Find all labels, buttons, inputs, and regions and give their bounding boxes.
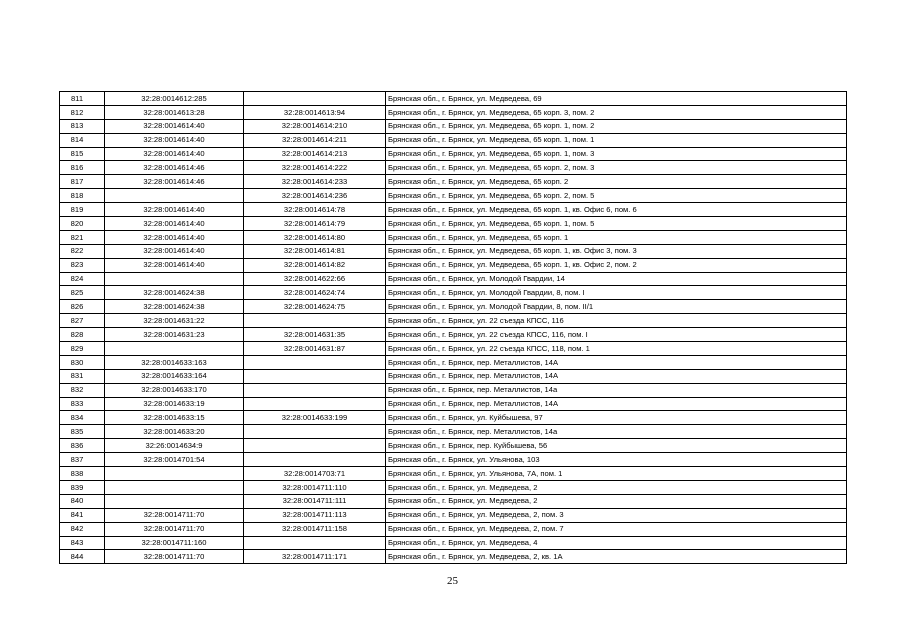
object-number-cell: 32:28:0014624:75 bbox=[244, 300, 386, 314]
address-cell: Брянская обл., г. Брянск, ул. Медведева, 65 корп. 1, пом. 2 bbox=[386, 119, 847, 133]
address-cell: Брянская обл., г. Брянск, ул. Медведева, 2 bbox=[386, 494, 847, 508]
object-number-cell bbox=[244, 383, 386, 397]
table-row bbox=[60, 355, 847, 369]
address-cell: Брянская обл., г. Брянск, ул. Медведева, 65 корп. 2 bbox=[386, 175, 847, 189]
object-number-cell: 32:28:0014711:110 bbox=[244, 480, 386, 494]
cadastral-number-cell: 32:28:0014631:23 bbox=[105, 328, 244, 342]
table-row bbox=[60, 161, 847, 175]
row-number-cell: 843 bbox=[60, 536, 105, 550]
address-cell: Брянская обл., г. Брянск, ул. 22 съезда КПСС, 116, пом. I bbox=[386, 328, 847, 342]
address-cell: Брянская обл., г. Брянск, пер. Металлистов, 14А bbox=[386, 355, 847, 369]
object-number-cell: 32:28:0014711:113 bbox=[244, 508, 386, 522]
table-row bbox=[60, 230, 847, 244]
table-row bbox=[60, 342, 847, 356]
table-row bbox=[60, 189, 847, 203]
object-number-cell bbox=[244, 355, 386, 369]
table-row bbox=[60, 203, 847, 217]
row-number-cell: 821 bbox=[60, 230, 105, 244]
table-row bbox=[60, 453, 847, 467]
object-number-cell: 32:28:0014711:171 bbox=[244, 550, 386, 564]
object-number-cell: 32:28:0014614:211 bbox=[244, 133, 386, 147]
cadastral-number-cell bbox=[105, 480, 244, 494]
cadastral-number-cell: 32:28:0014633:20 bbox=[105, 425, 244, 439]
row-number-cell: 829 bbox=[60, 342, 105, 356]
address-cell: Брянская обл., г. Брянск, ул. Медведева, 2, пом. 7 bbox=[386, 522, 847, 536]
object-number-cell bbox=[244, 369, 386, 383]
row-number-cell: 840 bbox=[60, 494, 105, 508]
row-number-cell: 813 bbox=[60, 119, 105, 133]
cadastral-number-cell bbox=[105, 272, 244, 286]
object-number-cell: 32:28:0014631:35 bbox=[244, 328, 386, 342]
table-row bbox=[60, 536, 847, 550]
table-row bbox=[60, 508, 847, 522]
object-number-cell: 32:28:0014614:79 bbox=[244, 217, 386, 231]
table-row bbox=[60, 467, 847, 481]
address-cell: Брянская обл., г. Брянск, ул. Молодой Гвардии, 8, пом. II/1 bbox=[386, 300, 847, 314]
object-number-cell: 32:28:0014614:80 bbox=[244, 230, 386, 244]
address-cell: Брянская обл., г. Брянск, ул. Медведева, 65 корп. 3, пом. 2 bbox=[386, 105, 847, 119]
cadastral-number-cell: 32:28:0014711:70 bbox=[105, 508, 244, 522]
table-row bbox=[60, 369, 847, 383]
object-number-cell bbox=[244, 536, 386, 550]
row-number-cell: 835 bbox=[60, 425, 105, 439]
address-cell: Брянская обл., г. Брянск, ул. Медведева, 2 bbox=[386, 480, 847, 494]
cadastral-number-cell: 32:28:0014624:38 bbox=[105, 286, 244, 300]
cadastral-number-cell: 32:28:0014612:285 bbox=[105, 92, 244, 106]
row-number-cell: 825 bbox=[60, 286, 105, 300]
row-number-cell: 838 bbox=[60, 467, 105, 481]
table-row bbox=[60, 328, 847, 342]
cadastral-number-cell: 32:28:0014631:22 bbox=[105, 314, 244, 328]
table-row bbox=[60, 119, 847, 133]
cadastral-number-cell bbox=[105, 494, 244, 508]
address-cell: Брянская обл., г. Брянск, ул. Ульянова, 7А, пом. 1 bbox=[386, 467, 847, 481]
address-cell: Брянская обл., г. Брянск, пер. Металлистов, 14а bbox=[386, 425, 847, 439]
table-row bbox=[60, 300, 847, 314]
row-number-cell: 834 bbox=[60, 411, 105, 425]
table-row bbox=[60, 522, 847, 536]
row-number-cell: 812 bbox=[60, 105, 105, 119]
object-number-cell: 32:28:0014614:233 bbox=[244, 175, 386, 189]
address-cell: Брянская обл., г. Брянск, ул. Медведева, 2, кв. 1А bbox=[386, 550, 847, 564]
table-row bbox=[60, 314, 847, 328]
address-cell: Брянская обл., г. Брянск, ул. Медведева, 4 bbox=[386, 536, 847, 550]
object-number-cell bbox=[244, 453, 386, 467]
object-number-cell: 32:28:0014711:111 bbox=[244, 494, 386, 508]
cadastral-number-cell: 32:28:0014613:28 bbox=[105, 105, 244, 119]
object-number-cell: 32:28:0014633:199 bbox=[244, 411, 386, 425]
object-number-cell bbox=[244, 425, 386, 439]
row-number-cell: 844 bbox=[60, 550, 105, 564]
object-number-cell: 32:28:0014614:236 bbox=[244, 189, 386, 203]
page-number: 25 bbox=[447, 575, 458, 587]
address-cell: Брянская обл., г. Брянск, ул. Медведева, 65 корп. 1, кв. Офис 3, пом. 3 bbox=[386, 244, 847, 258]
object-number-cell: 32:28:0014614:210 bbox=[244, 119, 386, 133]
address-cell: Брянская обл., г. Брянск, ул. 22 съезда КПСС, 116 bbox=[386, 314, 847, 328]
table-row bbox=[60, 411, 847, 425]
row-number-cell: 830 bbox=[60, 355, 105, 369]
cadastral-table bbox=[59, 91, 847, 564]
address-cell: Брянская обл., г. Брянск, пер. Металлистов, 14А bbox=[386, 397, 847, 411]
row-number-cell: 827 bbox=[60, 314, 105, 328]
row-number-cell: 811 bbox=[60, 92, 105, 106]
cadastral-number-cell: 32:26:0014634:9 bbox=[105, 439, 244, 453]
table-row bbox=[60, 494, 847, 508]
cadastral-number-cell bbox=[105, 342, 244, 356]
table-row bbox=[60, 425, 847, 439]
object-number-cell: 32:28:0014614:213 bbox=[244, 147, 386, 161]
address-cell: Брянская обл., г. Брянск, ул. Медведева, 69 bbox=[386, 92, 847, 106]
table-row bbox=[60, 480, 847, 494]
row-number-cell: 841 bbox=[60, 508, 105, 522]
address-cell: Брянская обл., г. Брянск, ул. Медведева, 65 корп. 2, пом. 3 bbox=[386, 161, 847, 175]
object-number-cell: 32:28:0014613:94 bbox=[244, 105, 386, 119]
row-number-cell: 831 bbox=[60, 369, 105, 383]
table-row bbox=[60, 272, 847, 286]
row-number-cell: 826 bbox=[60, 300, 105, 314]
row-number-cell: 842 bbox=[60, 522, 105, 536]
address-cell: Брянская обл., г. Брянск, ул. 22 съезда КПСС, 118, пом. 1 bbox=[386, 342, 847, 356]
cadastral-number-cell: 32:28:0014614:40 bbox=[105, 147, 244, 161]
cadastral-number-cell: 32:28:0014711:70 bbox=[105, 522, 244, 536]
object-number-cell: 32:28:0014614:222 bbox=[244, 161, 386, 175]
table-row bbox=[60, 550, 847, 564]
object-number-cell: 32:28:0014614:81 bbox=[244, 244, 386, 258]
address-cell: Брянская обл., г. Брянск, ул. Молодой Гвардии, 14 bbox=[386, 272, 847, 286]
cadastral-number-cell: 32:28:0014633:164 bbox=[105, 369, 244, 383]
cadastral-number-cell bbox=[105, 189, 244, 203]
table-row bbox=[60, 92, 847, 106]
row-number-cell: 816 bbox=[60, 161, 105, 175]
row-number-cell: 824 bbox=[60, 272, 105, 286]
address-cell: Брянская обл., г. Брянск, ул. Медведева, 65 корп. 2, пом. 5 bbox=[386, 189, 847, 203]
row-number-cell: 820 bbox=[60, 217, 105, 231]
cadastral-number-cell: 32:28:0014711:70 bbox=[105, 550, 244, 564]
row-number-cell: 822 bbox=[60, 244, 105, 258]
table-row bbox=[60, 383, 847, 397]
object-number-cell: 32:28:0014631:87 bbox=[244, 342, 386, 356]
object-number-cell: 32:28:0014622:66 bbox=[244, 272, 386, 286]
object-number-cell bbox=[244, 314, 386, 328]
row-number-cell: 815 bbox=[60, 147, 105, 161]
object-number-cell bbox=[244, 397, 386, 411]
address-cell: Брянская обл., г. Брянск, ул. Медведева, 65 корп. 1, кв. Офис 2, пом. 2 bbox=[386, 258, 847, 272]
cadastral-number-cell: 32:28:0014614:46 bbox=[105, 161, 244, 175]
cadastral-number-cell: 32:28:0014614:40 bbox=[105, 133, 244, 147]
row-number-cell: 836 bbox=[60, 439, 105, 453]
cadastral-number-cell: 32:28:0014633:170 bbox=[105, 383, 244, 397]
row-number-cell: 817 bbox=[60, 175, 105, 189]
cadastral-number-cell: 32:28:0014614:40 bbox=[105, 230, 244, 244]
row-number-cell: 828 bbox=[60, 328, 105, 342]
table-row bbox=[60, 397, 847, 411]
row-number-cell: 837 bbox=[60, 453, 105, 467]
object-number-cell: 32:28:0014624:74 bbox=[244, 286, 386, 300]
address-cell: Брянская обл., г. Брянск, ул. Медведева, 65 корп. 1, пом. 1 bbox=[386, 133, 847, 147]
cadastral-number-cell: 32:28:0014633:163 bbox=[105, 355, 244, 369]
cadastral-number-cell: 32:28:0014633:15 bbox=[105, 411, 244, 425]
cadastral-number-cell: 32:28:0014614:40 bbox=[105, 258, 244, 272]
table-row bbox=[60, 286, 847, 300]
object-number-cell: 32:28:0014614:82 bbox=[244, 258, 386, 272]
row-number-cell: 839 bbox=[60, 480, 105, 494]
cadastral-number-cell: 32:28:0014614:46 bbox=[105, 175, 244, 189]
row-number-cell: 819 bbox=[60, 203, 105, 217]
address-cell: Брянская обл., г. Брянск, ул. Куйбышева, 97 bbox=[386, 411, 847, 425]
object-number-cell bbox=[244, 92, 386, 106]
row-number-cell: 818 bbox=[60, 189, 105, 203]
cadastral-number-cell: 32:28:0014633:19 bbox=[105, 397, 244, 411]
cadastral-number-cell: 32:28:0014624:38 bbox=[105, 300, 244, 314]
row-number-cell: 833 bbox=[60, 397, 105, 411]
cadastral-number-cell: 32:28:0014614:40 bbox=[105, 203, 244, 217]
table-row bbox=[60, 217, 847, 231]
object-number-cell: 32:28:0014703:71 bbox=[244, 467, 386, 481]
table-row bbox=[60, 147, 847, 161]
address-cell: Брянская обл., г. Брянск, ул. Медведева, 65 корп. 1, кв. Офис 6, пом. 6 bbox=[386, 203, 847, 217]
cadastral-number-cell: 32:28:0014614:40 bbox=[105, 119, 244, 133]
row-number-cell: 823 bbox=[60, 258, 105, 272]
address-cell: Брянская обл., г. Брянск, ул. Медведева, 65 корп. 1 bbox=[386, 230, 847, 244]
address-cell: Брянская обл., г. Брянск, ул. Медведева, 65 корп. 1, пом. 3 bbox=[386, 147, 847, 161]
cadastral-number-cell bbox=[105, 467, 244, 481]
object-number-cell: 32:28:0014711:158 bbox=[244, 522, 386, 536]
address-cell: Брянская обл., г. Брянск, пер. Металлистов, 14а bbox=[386, 383, 847, 397]
address-cell: Брянская обл., г. Брянск, ул. Медведева, 65 корп. 1, пом. 5 bbox=[386, 217, 847, 231]
address-cell: Брянская обл., г. Брянск, пер. Металлистов, 14А bbox=[386, 369, 847, 383]
address-cell: Брянская обл., г. Брянск, ул. Молодой Гвардии, 8, пом. I bbox=[386, 286, 847, 300]
cadastral-number-cell: 32:28:0014701:54 bbox=[105, 453, 244, 467]
address-cell: Брянская обл., г. Брянск, пер. Куйбышева, 56 bbox=[386, 439, 847, 453]
address-cell: Брянская обл., г. Брянск, ул. Ульянова, 103 bbox=[386, 453, 847, 467]
table-row bbox=[60, 105, 847, 119]
table-body bbox=[60, 92, 847, 564]
cadastral-number-cell: 32:28:0014614:40 bbox=[105, 244, 244, 258]
table-row bbox=[60, 439, 847, 453]
row-number-cell: 832 bbox=[60, 383, 105, 397]
table-row bbox=[60, 133, 847, 147]
object-number-cell: 32:28:0014614:78 bbox=[244, 203, 386, 217]
table-row bbox=[60, 175, 847, 189]
cadastral-number-cell: 32:28:0014711:160 bbox=[105, 536, 244, 550]
table-row bbox=[60, 258, 847, 272]
row-number-cell: 814 bbox=[60, 133, 105, 147]
address-cell: Брянская обл., г. Брянск, ул. Медведева, 2, пом. 3 bbox=[386, 508, 847, 522]
cadastral-number-cell: 32:28:0014614:40 bbox=[105, 217, 244, 231]
table-row bbox=[60, 244, 847, 258]
object-number-cell bbox=[244, 439, 386, 453]
